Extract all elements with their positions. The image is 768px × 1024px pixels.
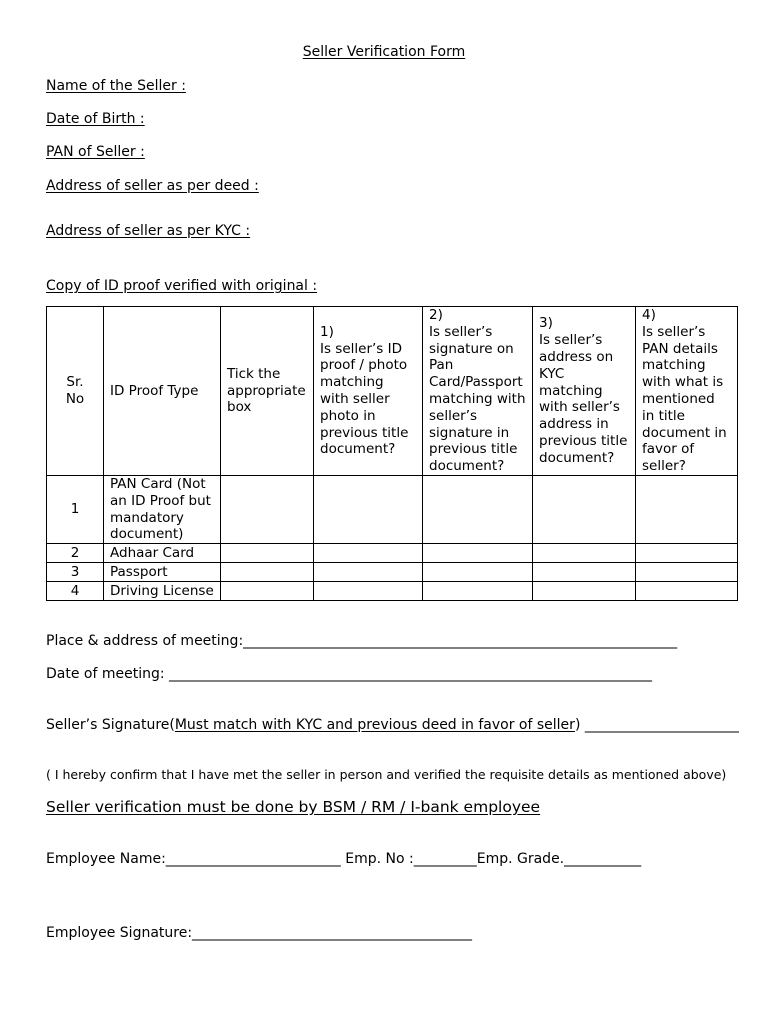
row-number: 2 [47, 544, 104, 563]
dob-field: Date of Birth : [46, 111, 145, 127]
header-photo-match: 1) Is seller’s ID proof / photo matching with seller photo in previous title document? [314, 307, 423, 476]
address-kyc-field: Address of seller as per KYC : [46, 223, 251, 239]
photo-match-cell[interactable] [314, 476, 423, 544]
header-tick-box: Tick the appropriate box [221, 307, 314, 476]
address-match-cell[interactable] [533, 582, 636, 601]
signature-match-cell[interactable] [423, 582, 533, 601]
pan-match-cell[interactable] [636, 476, 738, 544]
photo-match-cell[interactable] [314, 582, 423, 601]
header-signature-match: 2) Is seller’s signature on Pan Card/Passport matching with seller’s signature in previous title document? [423, 307, 533, 476]
meeting-date-field[interactable]: Date of meeting: _____________________________________________________________________ [46, 666, 653, 682]
signature-match-cell[interactable] [423, 544, 533, 563]
address-deed-field: Address of seller as per deed : [46, 178, 259, 194]
table-row [47, 582, 738, 601]
address-match-cell[interactable] [533, 563, 636, 582]
seller-signature-line: ) ______________________ [574, 717, 739, 733]
row-number: 3 [47, 563, 104, 582]
tick-cell[interactable] [221, 563, 314, 582]
seller-signature-prefix: Seller’s Signature( [46, 717, 175, 733]
header-sr-no: Sr. No [47, 307, 104, 476]
table-row [47, 544, 738, 563]
seller-signature-note: Must match with KYC and previous deed in favor of seller [174, 717, 575, 733]
header-address-match: 3) Is seller’s address on KYC matching with seller’s address in previous title document? [533, 307, 636, 476]
pan-match-cell[interactable] [636, 582, 738, 601]
pan-match-cell[interactable] [636, 544, 738, 563]
pan-match-cell[interactable] [636, 563, 738, 582]
tick-cell[interactable] [221, 544, 314, 563]
row-number: 4 [47, 582, 104, 601]
pan-field: PAN of Seller : [46, 144, 145, 160]
id-copy-field: Copy of ID proof verified with original : [46, 278, 318, 294]
tick-cell[interactable] [221, 582, 314, 601]
seller-signature-field[interactable] [46, 717, 739, 734]
address-match-cell[interactable] [533, 544, 636, 563]
header-pan-match: 4) Is seller’s PAN details matching with what is mentioned in title document in favor of seller? [636, 307, 738, 476]
row-id-type: Driving License [104, 582, 221, 601]
row-number: 1 [47, 476, 104, 544]
row-id-type: Adhaar Card [104, 544, 221, 563]
signature-match-cell[interactable] [423, 563, 533, 582]
photo-match-cell[interactable] [314, 544, 423, 563]
photo-match-cell[interactable] [314, 563, 423, 582]
tick-cell[interactable] [221, 476, 314, 544]
table-row [47, 563, 738, 582]
verification-note: Seller verification must be done by BSM / RM / I-bank employee [46, 798, 541, 816]
seller-name-field: Name of the Seller : [46, 78, 186, 94]
employee-signature-field[interactable]: Employee Signature:________________________________________ [46, 925, 473, 941]
id-verification-table [46, 306, 738, 601]
signature-match-cell[interactable] [423, 476, 533, 544]
table-row [47, 476, 738, 544]
address-match-cell[interactable] [533, 476, 636, 544]
header-id-proof-type: ID Proof Type [104, 307, 221, 476]
table-header-row [47, 307, 738, 476]
row-id-type: Passport [104, 563, 221, 582]
row-id-type: PAN Card (Not an ID Proof but mandatory document) [104, 476, 221, 544]
employee-details-field[interactable]: Employee Name:_________________________ Emp. No :_________Emp. Grade.___________ [46, 851, 642, 867]
meeting-place-field[interactable]: Place & address of meeting:______________________________________________________________ [46, 633, 678, 649]
confirmation-text: ( I hereby confirm that I have met the seller in person and verified the requisite details as mentioned above) [46, 767, 727, 782]
form-title: Seller Verification Form [302, 44, 466, 60]
